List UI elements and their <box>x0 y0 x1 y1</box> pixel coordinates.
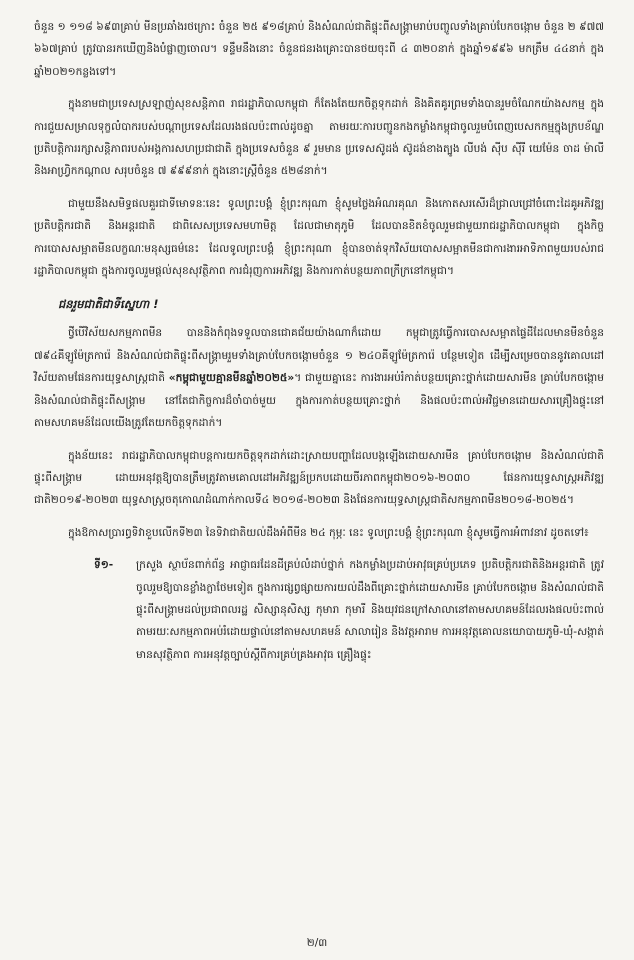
paragraph-3: ជាមួយនឹងសមិទ្ធផលគួរជាទីមោទនៈនេះ ទូលព្រះបង្គំ ខ្ញុំព្រះករុណា ខ្ញុំសូមថ្លៃងអំណរគុណ និងកោតសរសើរដ៏ជ្រាលជ្រៅចំពោះដៃគូអភិវឌ្ឍ ប្រតិបត្តិករជាតិ និងអន្តរជាតិ ជាពិសេសប្រទេសមហាមិត្ត ដែលជាមាតុភូមិ ដែលបានខិតខំចូលរួមជាមួយរាជរដ្ឋាភិបាលកម្ពុជា ក្នុងកិច្ចការបោសសម្អាតមីនលក្ខណៈមនុស្សធម៌នេះ ដែលទូលព្រះបង្គំ ខ្ញុំព្រះករុណា ខ្ញុំបានចាត់ទុកវិស័យបោសសម្អាតមីនជាការងារអាទិភាពមួយរបស់រាជរដ្ឋាភិបាលកម្ពុជា ក្នុងការចូលរួមផ្តល់សុខសុវត្ថិភាព ការជំរុញការអភិវឌ្ឍ និងការកាត់បន្ថយភាពក្រីក្រនៅកម្ពុជា។ <box>34 197 604 278</box>
paragraph-6: ក្នុងឱកាសប្រារព្ធទិវាខួបលើកទី២៣ នៃទិវាជាតិយល់ដឹងអំពីមីន ២៤ កុម្ភៈ នេះ ទូលព្រះបង្គំ ខ្ញុំព្រះករុណា ខ្ញុំសូមធ្វើការអំពាវនាវ ដូចតទៅ៖ <box>68 526 589 539</box>
section-heading: ជនរួមជាតិជាទីស្នេហា ! <box>58 297 159 312</box>
paragraph-4-part-2: ។ ជាមួយគ្នានេះ ការងារអប់រំកាត់បន្ថយគ្រោះថ្នាក់ដោយសារមីន គ្រាប់បែកចង្កោមនិងសំណល់ជាតិផ្ទុះពីសង្គ្រាម នៅតែជាកិច្ចការដ៏ចាំបាច់មួយ ក្នុងការកាត់បន្ថយគ្រោះថ្នាក់ និងផលប៉ះពាល់អវិជ្ជមានដោយសារគ្រឿងផ្ទុះនៅតាមសហគមន៍ដែលយើងត្រូវតែយកចិត្តទុកដាក់។ <box>34 372 604 430</box>
paragraph-2: ក្នុងនាមជាប្រទេសស្រឡាញ់សុខសន្តិភាព រាជរដ្ឋាភិបាលកម្ពុជា ក៏តែងតែយកចិត្តទុកដាក់ និងគិតគូរព្រមទាំងបានរួមចំណែកយ៉ាងសកម្ម ក្នុងការជួយសម្រាលទុក្ខលំបាករបស់បណ្តាប្រទេសដែលរងផលប៉ះពាល់ដូចគ្នា តាមរយៈការបញ្ជូនកងកម្លាំងកម្ពុជាចូលរួមបំពេញបេសកកម្មក្នុងក្របខ័ណ្ឌប្រតិបត្តិការរក្សាសន្តិភាពរបស់អង្គការសហប្រជាជាតិ ក្នុងប្រទេសចំនួន ៩ រួមមាន ប្រទេសស៊ូដង់ ស៊ូដង់ខាងត្បូង លីបង់ ស៊ីប ស៊ីរី យេម៉ែន ចាដ ម៉ាលី និងអាហ្វ្រិកកណ្តាល សរុបចំនួន ៧ ៩៩៩នាក់ ក្នុងនោះស្ត្រីចំនួន ៥២៨នាក់។ <box>34 98 604 178</box>
paragraph-4 <box>34 322 604 434</box>
appeal-item-1-text: ក្រសួង ស្ថាប័នពាក់ព័ន្ធ អាជ្ញាធរដែនដីគ្រប់លំដាប់ថ្នាក់ កងកម្លាំងប្រដាប់អាវុធគ្រប់ប្រភេទ ប្រតិបត្តិករជាតិនិងអន្តរជាតិ ត្រូវចូលរួមឱ្យបានខ្លាំងក្លាថែមទៀត ក្នុងការផ្សព្វផ្សាយការយល់ដឹងពីគ្រោះថ្នាក់ដោយសារមីន គ្រាប់បែកចង្កោម និងសំណល់ជាតិផ្ទុះពីសង្គ្រាមដល់ប្រជាពលរដ្ឋ សិស្សានុសិស្ស កុមារា កុមារី និងយុវជនក្រៅសាលានៅតាមសហគមន៍ដែលរងផលប៉ះពាល់ តាមរយៈសកម្មភាពអប់រំដោយផ្ទាល់នៅតាមសហគមន៍ សាលារៀន និងវត្តអារាម ការអនុវត្តគោលនយោបាយភូមិ-ឃុំ-សង្កាត់មានសុវត្ថិភាព ការអនុវត្តច្បាប់ស្តីពីការគ្រប់គ្រងអាវុធ គ្រឿងផ្ទុះ <box>136 559 604 661</box>
paragraph-1: ចំនួន ១ ១១៨ ៦៩៣គ្រាប់ មីនប្រឆាំងរថក្រោះ ចំនួន ២៥ ៩១៨គ្រាប់ និងសំណល់ជាតិផ្ទុះពីសង្គ្រាមរាប់បញ្ចូលទាំងគ្រាប់បែកចង្កោម ចំនួន ២ ៩៧៧ ៦៦៧គ្រាប់ ត្រូវបានរកឃើញនិងបំផ្លាញចោល។ ទន្ទឹមនឹងនោះ ចំនួនជនរងគ្រោះបានថយចុះពី ៤ ៣២០នាក់ ក្នុងឆ្នាំ១៩៩៦ មកត្រឹម ៤៤នាក់ ក្នុងឆ្នាំ២០២១កន្លងទៅ។ <box>34 21 604 78</box>
campaign-slogan: «កម្ពុជាមួយគ្មានមីនឆ្នាំ២០២៥» <box>168 372 295 385</box>
appeal-item-1 <box>34 554 604 666</box>
page-number: ២/៣ <box>306 937 328 949</box>
paragraph-5: ក្នុងន័យនេះ រាជរដ្ឋាភិបាលកម្ពុជាបន្តការយកចិត្តទុកដាក់ដោះស្រាយបញ្ហាដែលបង្កឡើងដោយសារមីន គ្រាប់បែកចង្កោម និងសំណល់ជាតិផ្ទុះពីសង្គ្រាម ដោយអនុវត្តឱ្យបានត្រឹមត្រូវតាមគោលដៅអភិវឌ្ឍន៍ប្រកបដោយចីរភាពកម្ពុជា២០១៦-២០៣០ ផែនការយុទ្ធសាស្ត្រអភិវឌ្ឍជាតិ២០១៩-២០២៣ យុទ្ធសាស្ត្រចតុកោណដំណាក់កាលទី៤ ២០១៨-២០២៣ និងផែនការយុទ្ធសាស្ត្រជាតិសកម្មភាពមីន២០១៨-២០២៥។ <box>34 449 604 507</box>
paragraph-4-part-1: ថ្វីបើវិស័យសកម្មភាពមីន បាននិងកំពុងទទួលបានជោគជ័យយ៉ាងណាក៏ដោយ កម្ពុជាត្រូវធ្វើការបោសសម្អាតផ្ទៃដីដែលមានមីនចំនួន ៧៩៤គីឡូម៉ែត្រការ៉េ និងសំណល់ជាតិផ្ទុះពីសង្គ្រាមរួមទាំងគ្រាប់បែកចង្កោមចំនួន ១ ២៤០គីឡូម៉ែត្រការ៉េ បន្ថែមទៀត ដើម្បីសម្រេចបាននូវគោលដៅវិស័យតាមផែនការយុទ្ធសាស្ត្រជាតិ <box>34 327 604 385</box>
appeal-item-1-number: ទី១- <box>94 559 114 572</box>
